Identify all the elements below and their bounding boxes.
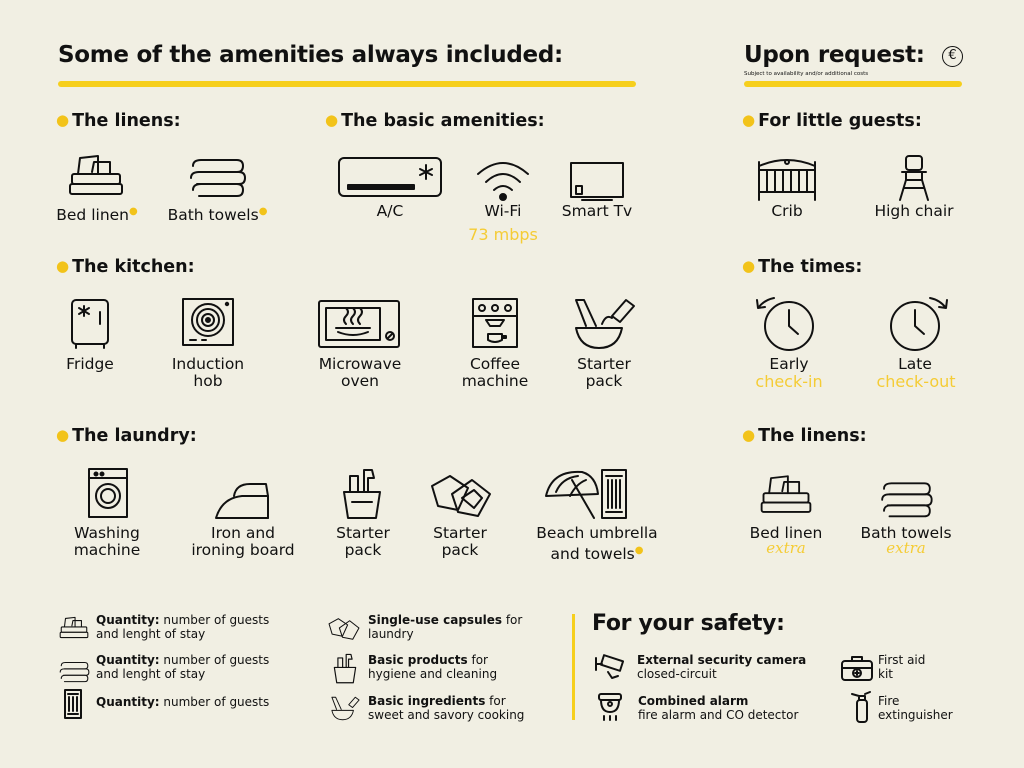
bed-linen-label: Bed linen● <box>56 206 138 224</box>
section-basic: ● The basic amenities: <box>325 111 545 131</box>
section-times: ● The times: <box>742 257 863 277</box>
section-little-guests: ● For little guests: <box>742 111 922 131</box>
ac-label: A/C <box>376 202 404 220</box>
induction-label-2: hob <box>193 372 223 390</box>
heading-request: Upon request: <box>744 42 925 68</box>
capsule-starter-label-2: pack <box>441 541 479 559</box>
note-beach-towel-icon <box>60 688 86 720</box>
note-bed-linen-icon <box>57 613 91 643</box>
laundry-starter-label-2: pack <box>344 541 382 559</box>
request-underline <box>744 81 962 87</box>
smart-tv-label: Smart Tv <box>561 202 633 220</box>
late-sub: check-out <box>876 372 956 391</box>
early-sub: check-in <box>755 372 823 391</box>
induction-label-1: Induction <box>171 355 245 373</box>
note-quantity-3: Quantity: number of guests <box>96 695 270 709</box>
note-alarm: Combined alarm fire alarm and CO detector <box>638 694 799 722</box>
high-chair-icon <box>896 154 932 202</box>
coffee-machine-icon <box>470 296 520 350</box>
smart-tv-icon <box>568 160 626 202</box>
request-bed-linen-extra: extra <box>766 539 806 557</box>
wifi-icon <box>474 158 532 202</box>
safety-divider <box>572 614 575 720</box>
note-quantity-2: Quantity: number of guests and lenght of stay <box>96 653 270 681</box>
washing-label-1: Washing <box>74 524 140 542</box>
alarm-icon <box>596 692 624 722</box>
request-bed-linen-label: Bed linen <box>749 524 823 542</box>
note-capsules-icon <box>327 614 361 644</box>
late-label: Late <box>898 355 932 373</box>
iron-label-1: Iron and <box>211 524 275 542</box>
microwave-label-1: Microwave <box>318 355 402 373</box>
crib-label: Crib <box>771 202 803 220</box>
request-note: Subject to availability and/or additional costs <box>744 71 869 77</box>
ac-icon <box>336 155 444 199</box>
starter-pack-kitchen-icon <box>572 296 636 350</box>
heading-included: Some of the amenities always included: <box>58 42 563 68</box>
section-laundry: ● The laundry: <box>56 426 197 446</box>
high-chair-label: High chair <box>874 202 954 220</box>
note-ingredients-icon <box>330 694 360 722</box>
note-camera: External security camera closed-circuit <box>637 653 807 681</box>
heading-underline <box>58 81 636 87</box>
bath-towels-icon <box>185 152 249 200</box>
washing-machine-icon <box>86 466 130 520</box>
early-check-in-icon <box>752 292 822 352</box>
euro-icon: € <box>942 46 963 67</box>
coffee-label-1: Coffee <box>469 355 521 373</box>
request-bath-towels-icon <box>876 476 936 520</box>
note-products-icon <box>332 652 358 684</box>
iron-label-2: ironing board <box>191 541 295 559</box>
starter-pack-kitchen-label-1: Starter <box>577 355 631 373</box>
washing-label-2: machine <box>73 541 141 559</box>
note-quantity-1: Quantity: number of guests and lenght of stay <box>96 613 270 641</box>
note-towels-icon <box>57 656 91 686</box>
section-linens-request: ● The linens: <box>742 426 867 446</box>
first-aid-icon <box>840 654 874 682</box>
induction-hob-icon <box>180 296 236 350</box>
coffee-label-2: machine <box>461 372 529 390</box>
request-bed-linen-icon <box>756 470 816 520</box>
note-products: Basic products for hygiene and cleaning <box>368 653 498 681</box>
request-bath-towels-label: Bath towels <box>860 524 952 542</box>
wifi-label: Wi-Fi <box>484 202 522 220</box>
laundry-starter-label-1: Starter <box>336 524 390 542</box>
wifi-speed: 73 mbps <box>468 225 538 244</box>
note-fire-extinguisher: Fire extinguisher <box>878 694 953 722</box>
beach-label-1: Beach umbrella <box>536 524 658 542</box>
late-check-out-icon <box>882 292 952 352</box>
security-camera-icon <box>594 654 626 682</box>
note-first-aid: First aid kit <box>878 653 926 681</box>
beach-label-2: and towels● <box>550 545 644 563</box>
note-capsules: Single-use capsules for laundry <box>368 613 523 641</box>
section-kitchen: ● The kitchen: <box>56 257 195 277</box>
safety-title: For your safety: <box>592 611 785 636</box>
beach-umbrella-icon <box>542 466 630 520</box>
bath-towels-label: Bath towels● <box>167 206 268 224</box>
starter-pack-laundry-icon <box>340 466 384 520</box>
microwave-icon <box>316 298 402 350</box>
fridge-label: Fridge <box>66 355 114 373</box>
bed-linen-icon <box>64 152 128 200</box>
iron-icon <box>212 480 274 520</box>
starter-pack-kitchen-label-2: pack <box>585 372 623 390</box>
note-ingredients: Basic ingredients for sweet and savory cooking <box>368 694 525 722</box>
fire-extinguisher-icon <box>848 690 874 724</box>
section-linens: ● The linens: <box>56 111 181 131</box>
capsule-starter-label-1: Starter <box>433 524 487 542</box>
crib-icon <box>756 156 818 202</box>
microwave-label-2: oven <box>340 372 380 390</box>
capsules-icon <box>428 472 494 520</box>
early-label: Early <box>769 355 809 373</box>
fridge-icon <box>68 298 112 350</box>
request-bath-towels-extra: extra <box>886 539 926 557</box>
